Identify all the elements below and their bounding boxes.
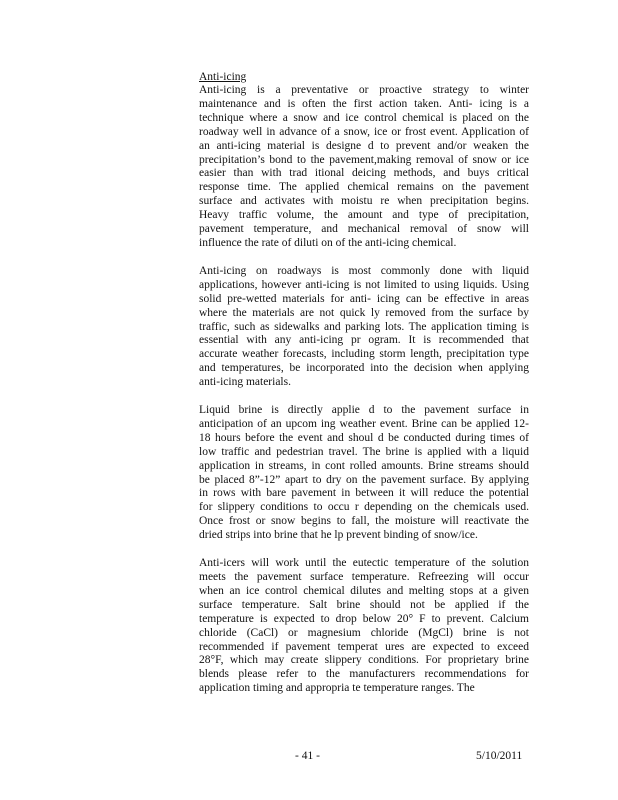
text-line: meets the pavement surface temperature. Refreezing will occur xyxy=(199,571,529,583)
text-line: Anti-icing is a preventative or proactive strategy to winter xyxy=(199,84,529,96)
text-line: influence the rate of diluti on of the anti-icing chemical. xyxy=(199,236,457,249)
text-line: anticipation of an upcom ing weather event. Brine can be applied 12- xyxy=(199,417,529,430)
text-line: Anti-icing on roadways is most commonly done with liquid xyxy=(199,264,529,277)
text-line: roadway well in advance of a snow, ice or frost event. Application of xyxy=(199,125,529,138)
text-line: Once frost or snow begins to fall, the moisture will reactivate the xyxy=(199,515,529,528)
text-line: technique where a snow and ice control chemical is placed on the xyxy=(199,111,529,124)
paragraph xyxy=(199,557,529,696)
text-line: surface and activates with moistu re when precipitation begins. xyxy=(199,195,529,208)
text-line: accurate weather forecasts, including storm length, precipitation type xyxy=(199,348,529,361)
text-line: be placed 8”-12” apart to dry on the pavement surface. By applying xyxy=(199,473,529,486)
text-line: recommended if pavement temperat ures are expected to exceed xyxy=(199,640,529,653)
text-line: Anti-icers will work until the eutectic temperature of the solution xyxy=(199,557,529,570)
text-line: 28°F, which may create slippery conditions. For proprietary brine xyxy=(199,654,529,667)
text-line: easier than with trad itional deicing methods, and buys critical xyxy=(199,167,529,180)
paragraph xyxy=(199,404,529,543)
footer-date: 5/10/2011 xyxy=(476,750,523,762)
text-line: chloride (CaCl) or magnesium chloride (MgCl) brine is not xyxy=(199,626,529,639)
text-line: solid pre-wetted materials for anti- icing can be effective in areas xyxy=(199,292,529,305)
text-line: pavement temperature, and mechanical removal of snow will xyxy=(199,223,529,236)
text-line: blends please refer to the manufacturers recommendations for xyxy=(199,668,529,681)
text-line: temperature is expected to drop below 20° F to prevent. Calcium xyxy=(199,612,529,625)
text-line: an anti-icing material is designe d to prevent and/or weaken the xyxy=(199,139,529,152)
text-line: when an ice control chemical dilutes and melting stops at a given xyxy=(199,584,529,597)
text-line: precipitation’s bond to the pavement,making removal of snow or ice xyxy=(199,153,529,166)
text-line: for slippery conditions to occu r depending on the chemicals used. xyxy=(199,501,529,514)
page-number: - 41 - xyxy=(295,750,320,762)
text-line: traffic, such as sidewalks and parking lots. The application timing is xyxy=(199,320,529,333)
section-heading: Anti-icing xyxy=(199,71,247,83)
text-line: application in streams, in cont rolled amounts. Brine streams should xyxy=(199,459,529,472)
text-line: where the materials are not quick ly removed from the surface by xyxy=(199,306,529,319)
text-line: surface temperature. Salt brine should not be applied if the xyxy=(199,598,529,611)
text-line: low traffic and pedestrian travel. The brine is applied with a liquid xyxy=(199,445,529,458)
text-line: maintenance and is often the first action taken. Anti- icing is a xyxy=(199,97,529,110)
text-line: in rows with bare pavement in between it will reduce the potential xyxy=(199,487,529,500)
paragraph xyxy=(199,265,529,390)
text-line: dried strips into brine that he lp prevent binding of snow/ice. xyxy=(199,529,478,542)
paragraph-container xyxy=(199,84,529,696)
document-body xyxy=(199,70,529,710)
paragraph xyxy=(199,84,529,251)
text-line: applications, however anti-icing is not limited to using liquids. Using xyxy=(199,278,529,291)
text-line: and temperatures, be incorporated into the decision when applying xyxy=(199,362,529,375)
text-line: application timing and appropria te temperature ranges. The xyxy=(199,682,475,695)
text-line: anti-icing materials. xyxy=(199,376,291,389)
text-line: essential with any anti-icing pr ogram. It is recommended that xyxy=(199,334,529,347)
text-line: response time. The applied chemical remains on the pavement xyxy=(199,181,529,194)
text-line: Heavy traffic volume, the amount and type of precipitation, xyxy=(199,209,529,222)
text-line: Liquid brine is directly applie d to the pavement surface in xyxy=(199,404,529,417)
text-line: 18 hours before the event and shoul d be conducted during times of xyxy=(199,431,529,444)
